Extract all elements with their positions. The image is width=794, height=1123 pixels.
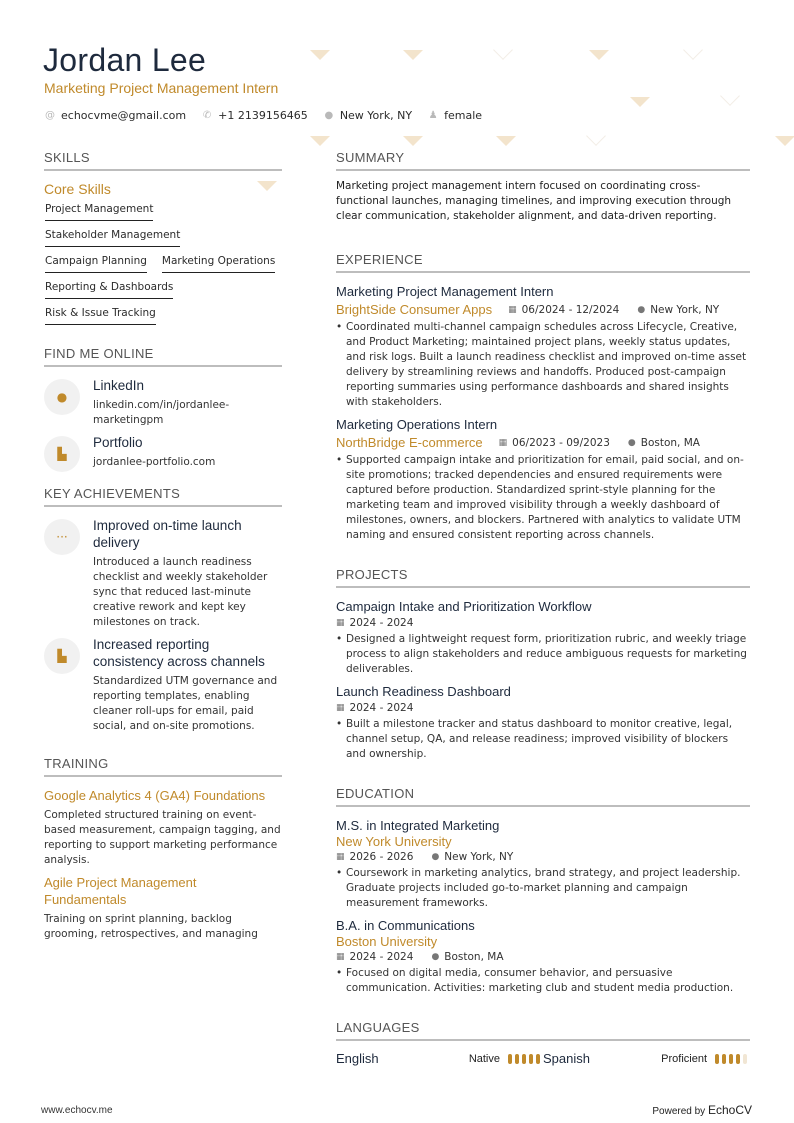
- skill-tag: Reporting & Dashboards: [45, 278, 173, 299]
- training-section: [44, 756, 282, 942]
- decor-triangle: [630, 97, 650, 107]
- location-icon: ●: [637, 304, 646, 315]
- calendar-icon: ▦: [498, 437, 508, 448]
- calendar-icon: ▦: [336, 618, 345, 628]
- powered-prefix: Powered by: [652, 1106, 708, 1117]
- skill-tag: Project Management: [45, 200, 153, 221]
- language-level: Proficient: [661, 1052, 707, 1065]
- projects-section: [336, 567, 750, 762]
- online-item-portfolio[interactable]: [44, 434, 282, 472]
- achievement-item: [44, 517, 282, 630]
- location-text: New York, NY: [339, 109, 413, 122]
- achievement-text: Standardized UTM governance and reporting templates, enabling cleaner roll-ups for email, paid social, and on-site promotions.: [93, 675, 278, 732]
- online-item-linkedin[interactable]: [44, 377, 282, 428]
- location-icon: ●: [431, 952, 440, 962]
- contact-phone[interactable]: [202, 109, 308, 122]
- bullet-icon: •: [336, 633, 343, 645]
- achievement-item: [44, 636, 282, 734]
- location-icon: ●: [627, 437, 636, 448]
- skill-tag: Campaign Planning: [45, 252, 147, 273]
- language-name: English: [336, 1051, 379, 1066]
- location-icon: ●: [431, 852, 440, 862]
- bullet-icon: •: [336, 867, 343, 879]
- training-text: Training on sprint planning, backlog grooming, retrospectives, and managing: [44, 913, 258, 940]
- left-column: [44, 150, 282, 948]
- job-location: Boston, MA: [640, 436, 700, 449]
- candidate-title: Marketing Project Management Intern: [44, 80, 279, 96]
- decor-triangle: [310, 50, 330, 60]
- person-icon: ♟: [428, 110, 438, 121]
- bullet-icon: •: [336, 321, 343, 333]
- skills-section: [44, 150, 282, 330]
- education-entry: [336, 817, 750, 911]
- degree: M.S. in Integrated Marketing: [336, 818, 500, 833]
- project-description: Built a milestone tracker and status dashboard to monitor creative, legal, channel setup, QA, and release readiness; improved visibility of blockers and ownership.: [346, 718, 733, 760]
- decor-triangle: [496, 136, 516, 146]
- project-entry: [336, 598, 750, 677]
- project-dates: 2024 - 2024: [349, 617, 414, 629]
- decor-triangle: [403, 50, 423, 60]
- language-item: [336, 1051, 543, 1066]
- bullet-icon: •: [336, 718, 343, 730]
- job-location: New York, NY: [650, 303, 720, 316]
- experience-section: [336, 252, 750, 543]
- email-text: echocvme@gmail.com: [61, 109, 187, 122]
- project-name: Campaign Intake and Prioritization Workflow: [336, 599, 592, 614]
- decor-triangle: [310, 136, 330, 146]
- language-rating: [508, 1054, 543, 1064]
- education-section: [336, 786, 750, 996]
- decor-triangle: [775, 136, 794, 146]
- decor-triangle: [403, 136, 423, 146]
- degree: B.A. in Communications: [336, 918, 475, 933]
- experience-entry: [336, 416, 750, 543]
- contact-location: [324, 109, 412, 122]
- experience-entry: [336, 283, 750, 410]
- section-title: SKILLS: [44, 150, 282, 171]
- ellipsis-icon: ···: [44, 519, 80, 555]
- online-label: LinkedIn: [93, 378, 145, 393]
- calendar-icon: ▦: [336, 852, 345, 862]
- contact-email[interactable]: [45, 109, 186, 122]
- section-title: EXPERIENCE: [336, 252, 750, 273]
- project-name: Launch Readiness Dashboard: [336, 684, 511, 699]
- calendar-icon: ▦: [508, 304, 517, 315]
- decor-triangle-outline: [493, 40, 513, 60]
- calendar-icon: ▦: [336, 952, 345, 962]
- skill-tag: Marketing Operations: [162, 252, 275, 273]
- school-name: New York University: [336, 834, 452, 849]
- document-icon: ▙: [44, 436, 80, 472]
- achievement-title: Improved on-time launch delivery: [93, 518, 242, 550]
- decor-triangle-outline: [683, 40, 703, 60]
- education-entry: [336, 917, 750, 996]
- online-label: Portfolio: [93, 435, 143, 450]
- job-role: Marketing Project Management Intern: [336, 284, 554, 299]
- section-title: SUMMARY: [336, 150, 750, 171]
- footer-powered-by[interactable]: [652, 1103, 752, 1117]
- education-description: Coursework in marketing analytics, brand strategy, and project leadership. Graduate projects included go-to-market planning and campaign measurement frameworks.: [346, 867, 741, 909]
- contact-gender: [428, 109, 482, 122]
- brand-name: EchoCV: [707, 1103, 752, 1117]
- education-dates: 2026 - 2026: [349, 851, 414, 863]
- section-title: FIND ME ONLINE: [44, 346, 282, 367]
- language-level: Native: [468, 1052, 500, 1065]
- project-description: Designed a lightweight request form, prioritization rubric, and weekly triage process to align stakeholders and reduce ambiguous requests for marketing deliverables.: [346, 633, 747, 675]
- job-dates: 06/2023 - 09/2023: [512, 436, 610, 449]
- linkedin-icon: ●: [44, 379, 80, 415]
- summary-section: [336, 150, 750, 224]
- bullet-icon: •: [336, 967, 343, 979]
- report-icon: ▙: [44, 638, 80, 674]
- training-title: Google Analytics 4 (GA4) Foundations: [44, 788, 266, 803]
- phone-text: +1 2139156465: [218, 109, 308, 122]
- job-dates: 06/2024 - 12/2024: [521, 303, 620, 316]
- achievement-title: Increased reporting consistency across channels: [93, 637, 265, 669]
- section-title: PROJECTS: [336, 567, 750, 588]
- job-role: Marketing Operations Intern: [336, 417, 498, 432]
- decor-triangle-outline: [720, 86, 740, 106]
- contact-bar: [45, 109, 498, 122]
- achievement-text: Introduced a launch readiness checklist and weekly stakeholder sync that reduced last-minute creative rework and kept key milestones on track.: [93, 556, 268, 628]
- skill-tag: Risk & Issue Tracking: [45, 304, 156, 325]
- job-description: Coordinated multi-channel campaign schedules across Lifecycle, Creative, and Product Marketing; maintained project plans, weekly status updates, and risk logs. Built a launch readiness checklist and improved on-time asset delivery by streamlining reviews and handoffs. Produced post-campaign reporting summaries using performance dashboards and shared insights with stakeholders.: [346, 321, 747, 408]
- language-name: Spanish: [543, 1051, 590, 1066]
- calendar-icon: ▦: [336, 703, 345, 713]
- education-dates: 2024 - 2024: [349, 951, 414, 963]
- gender-text: female: [444, 109, 483, 122]
- company-name: NorthBridge E-commerce: [336, 435, 483, 450]
- online-section: [44, 346, 282, 472]
- section-title: TRAINING: [44, 756, 282, 777]
- online-link[interactable]: linkedin.com/in/jordanlee-marketingpm: [93, 399, 230, 426]
- summary-text: Marketing project management intern focused on coordinating cross-functional launches, managing timelines, and improving execution through clear communication, stakeholder alignment, and data-driven reporting.: [336, 180, 732, 222]
- online-link[interactable]: jordanlee-portfolio.com: [93, 456, 216, 468]
- education-location: Boston, MA: [444, 951, 504, 963]
- right-column: [336, 150, 750, 1066]
- training-text: Completed structured training on event-based measurement, campaign tagging, and reporting to support marketing performance analysis.: [44, 809, 281, 866]
- footer-website[interactable]: www.echocv.me: [41, 1105, 113, 1116]
- training-title: Agile Project Management Fundamentals: [44, 875, 197, 907]
- education-description: Focused on digital media, consumer behavior, and persuasive communication. Activities: marketing club and student media production.: [346, 967, 734, 994]
- candidate-name: Jordan Lee: [43, 42, 207, 78]
- languages-section: [336, 1020, 750, 1066]
- language-rating: [715, 1054, 750, 1064]
- section-title: LANGUAGES: [336, 1020, 750, 1041]
- education-location: New York, NY: [444, 851, 514, 863]
- location-icon: ●: [324, 110, 334, 121]
- decor-triangle-outline: [586, 126, 606, 146]
- bullet-icon: •: [336, 454, 343, 466]
- at-icon: @: [45, 110, 55, 121]
- achievements-section: [44, 486, 282, 734]
- school-name: Boston University: [336, 934, 438, 949]
- decor-triangle: [589, 50, 609, 60]
- language-item: [543, 1051, 750, 1066]
- job-description: Supported campaign intake and prioritization for email, paid social, and on-site promotions; tracked dependencies and ensured requirements were captured before production. Standardized sprint-style planning for the marketing team and improved visibility through a weekly dashboard of milestones, owners, and blockers. Partnered with analytics to validate UTM naming and ensured consistent reporting across channels.: [346, 454, 744, 541]
- skills-list: [44, 200, 282, 330]
- section-title: EDUCATION: [336, 786, 750, 807]
- phone-icon: ✆: [202, 110, 212, 121]
- skill-tag: Stakeholder Management: [45, 226, 180, 247]
- project-dates: 2024 - 2024: [349, 702, 414, 714]
- skills-group-title: Core Skills: [44, 181, 111, 197]
- project-entry: [336, 683, 750, 762]
- company-name: BrightSide Consumer Apps: [336, 302, 493, 317]
- section-title: KEY ACHIEVEMENTS: [44, 486, 282, 507]
